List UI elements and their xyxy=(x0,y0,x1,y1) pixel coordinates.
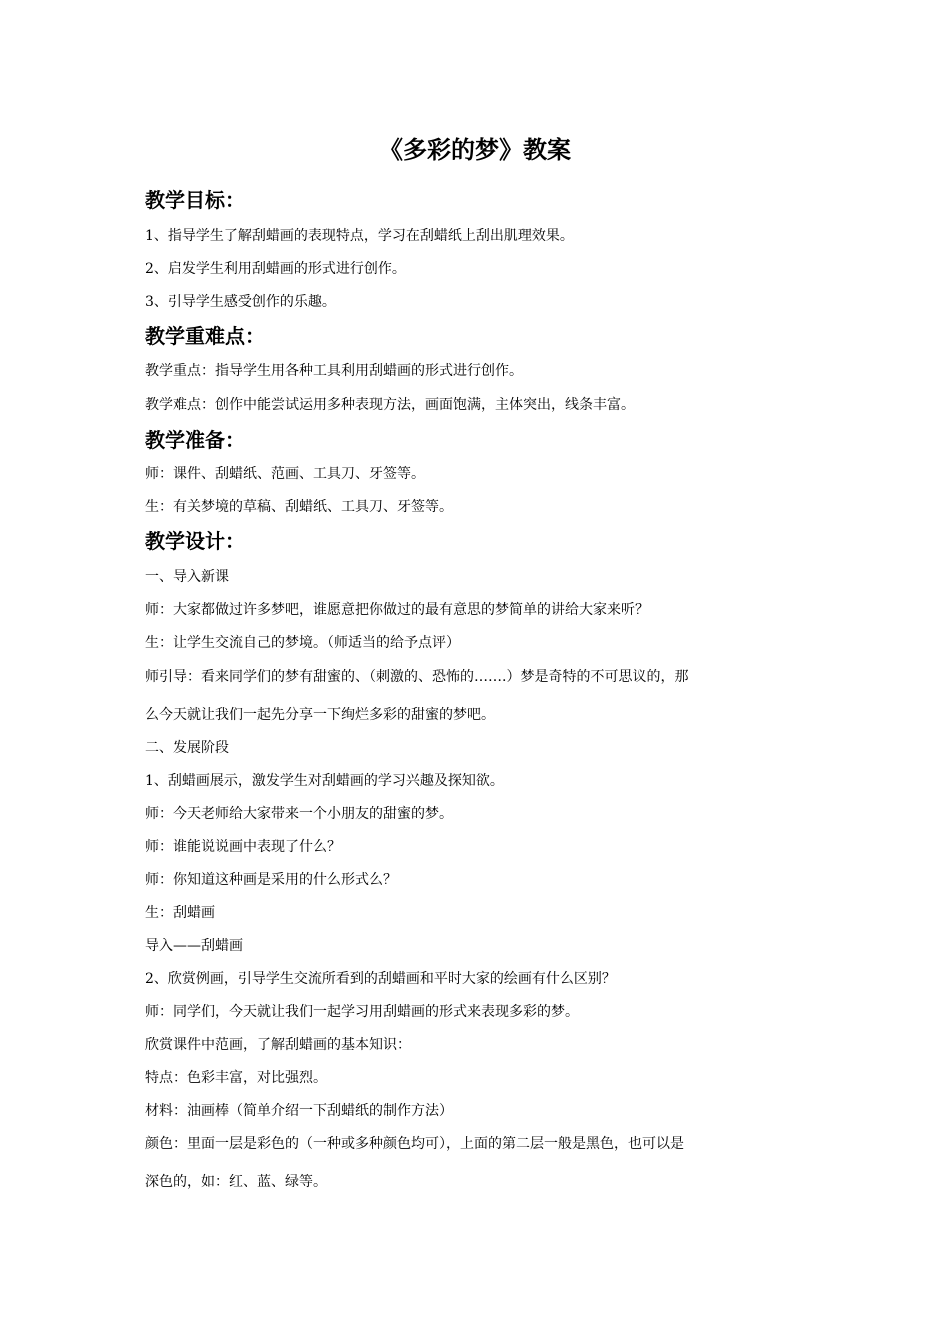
preparation-heading: 教学准备： xyxy=(145,428,245,452)
design-line-4: 师引导：看来同学们的梦有甜蜜的、（刺激的、恐怖的…….）梦是奇特的不可思议的，那 xyxy=(145,669,689,685)
design-heading: 教学设计： xyxy=(145,529,245,553)
design-line-6: 二、发展阶段 xyxy=(145,740,229,756)
design-line-11: 生：刮蜡画 xyxy=(145,905,215,921)
design-line-7: 1、刮蜡画展示，激发学生对刮蜡画的学习兴趣及探知欲。 xyxy=(145,773,504,789)
design-line-19: 深色的，如：红、蓝、绿等。 xyxy=(145,1174,327,1190)
design-line-12: 导入——刮蜡画 xyxy=(145,938,243,954)
key-point-line-2: 教学难点：创作中能尝试运用多种表现方法，画面饱满，主体突出，线条丰富。 xyxy=(145,397,635,413)
design-line-18: 颜色：里面一层是彩色的（一种或多种颜色均可），上面的第二层一般是黑色，也可以是 xyxy=(145,1136,684,1152)
design-line-3: 生：让学生交流自己的梦境。（师适当的给予点评） xyxy=(145,635,460,651)
design-line-5: 么今天就让我们一起先分享一下绚烂多彩的甜蜜的梦吧。 xyxy=(145,707,495,723)
objectives-line-3: 3、引导学生感受创作的乐趣。 xyxy=(145,294,336,310)
design-line-1: 一、导入新课 xyxy=(145,569,229,585)
design-line-9: 师：谁能说说画中表现了什么？ xyxy=(145,839,341,855)
key-points-heading: 教学重难点： xyxy=(145,324,265,348)
preparation-line-1: 师：课件、刮蜡纸、范画、工具刀、牙签等。 xyxy=(145,466,425,482)
design-line-17: 材料：油画棒（简单介绍一下刮蜡纸的制作方法） xyxy=(145,1103,453,1119)
design-line-14: 师：同学们，今天就让我们一起学习用刮蜡画的形式来表现多彩的梦。 xyxy=(145,1004,579,1020)
design-line-2: 师：大家都做过许多梦吧，谁愿意把你做过的最有意思的梦简单的讲给大家来听？ xyxy=(145,602,649,618)
key-point-line-1: 教学重点：指导学生用各种工具利用刮蜡画的形式进行创作。 xyxy=(145,363,523,379)
design-line-8: 师：今天老师给大家带来一个小朋友的甜蜜的梦。 xyxy=(145,806,453,822)
design-line-16: 特点：色彩丰富，对比强烈。 xyxy=(145,1070,327,1086)
objectives-line-2: 2、启发学生利用刮蜡画的形式进行创作。 xyxy=(145,261,406,277)
preparation-line-2: 生：有关梦境的草稿、刮蜡纸、工具刀、牙签等。 xyxy=(145,499,453,515)
objectives-line-1: 1、指导学生了解刮蜡画的表现特点，学习在刮蜡纸上刮出肌理效果。 xyxy=(145,228,574,244)
design-line-13: 2、欣赏例画，引导学生交流所看到的刮蜡画和平时大家的绘画有什么区别？ xyxy=(145,971,616,987)
objectives-heading: 教学目标： xyxy=(145,188,245,212)
document-title: 《多彩的梦》教案 xyxy=(379,136,571,164)
design-line-10: 师：你知道这种画是采用的什么形式么？ xyxy=(145,872,397,888)
design-line-15: 欣赏课件中范画，了解刮蜡画的基本知识： xyxy=(145,1037,411,1053)
